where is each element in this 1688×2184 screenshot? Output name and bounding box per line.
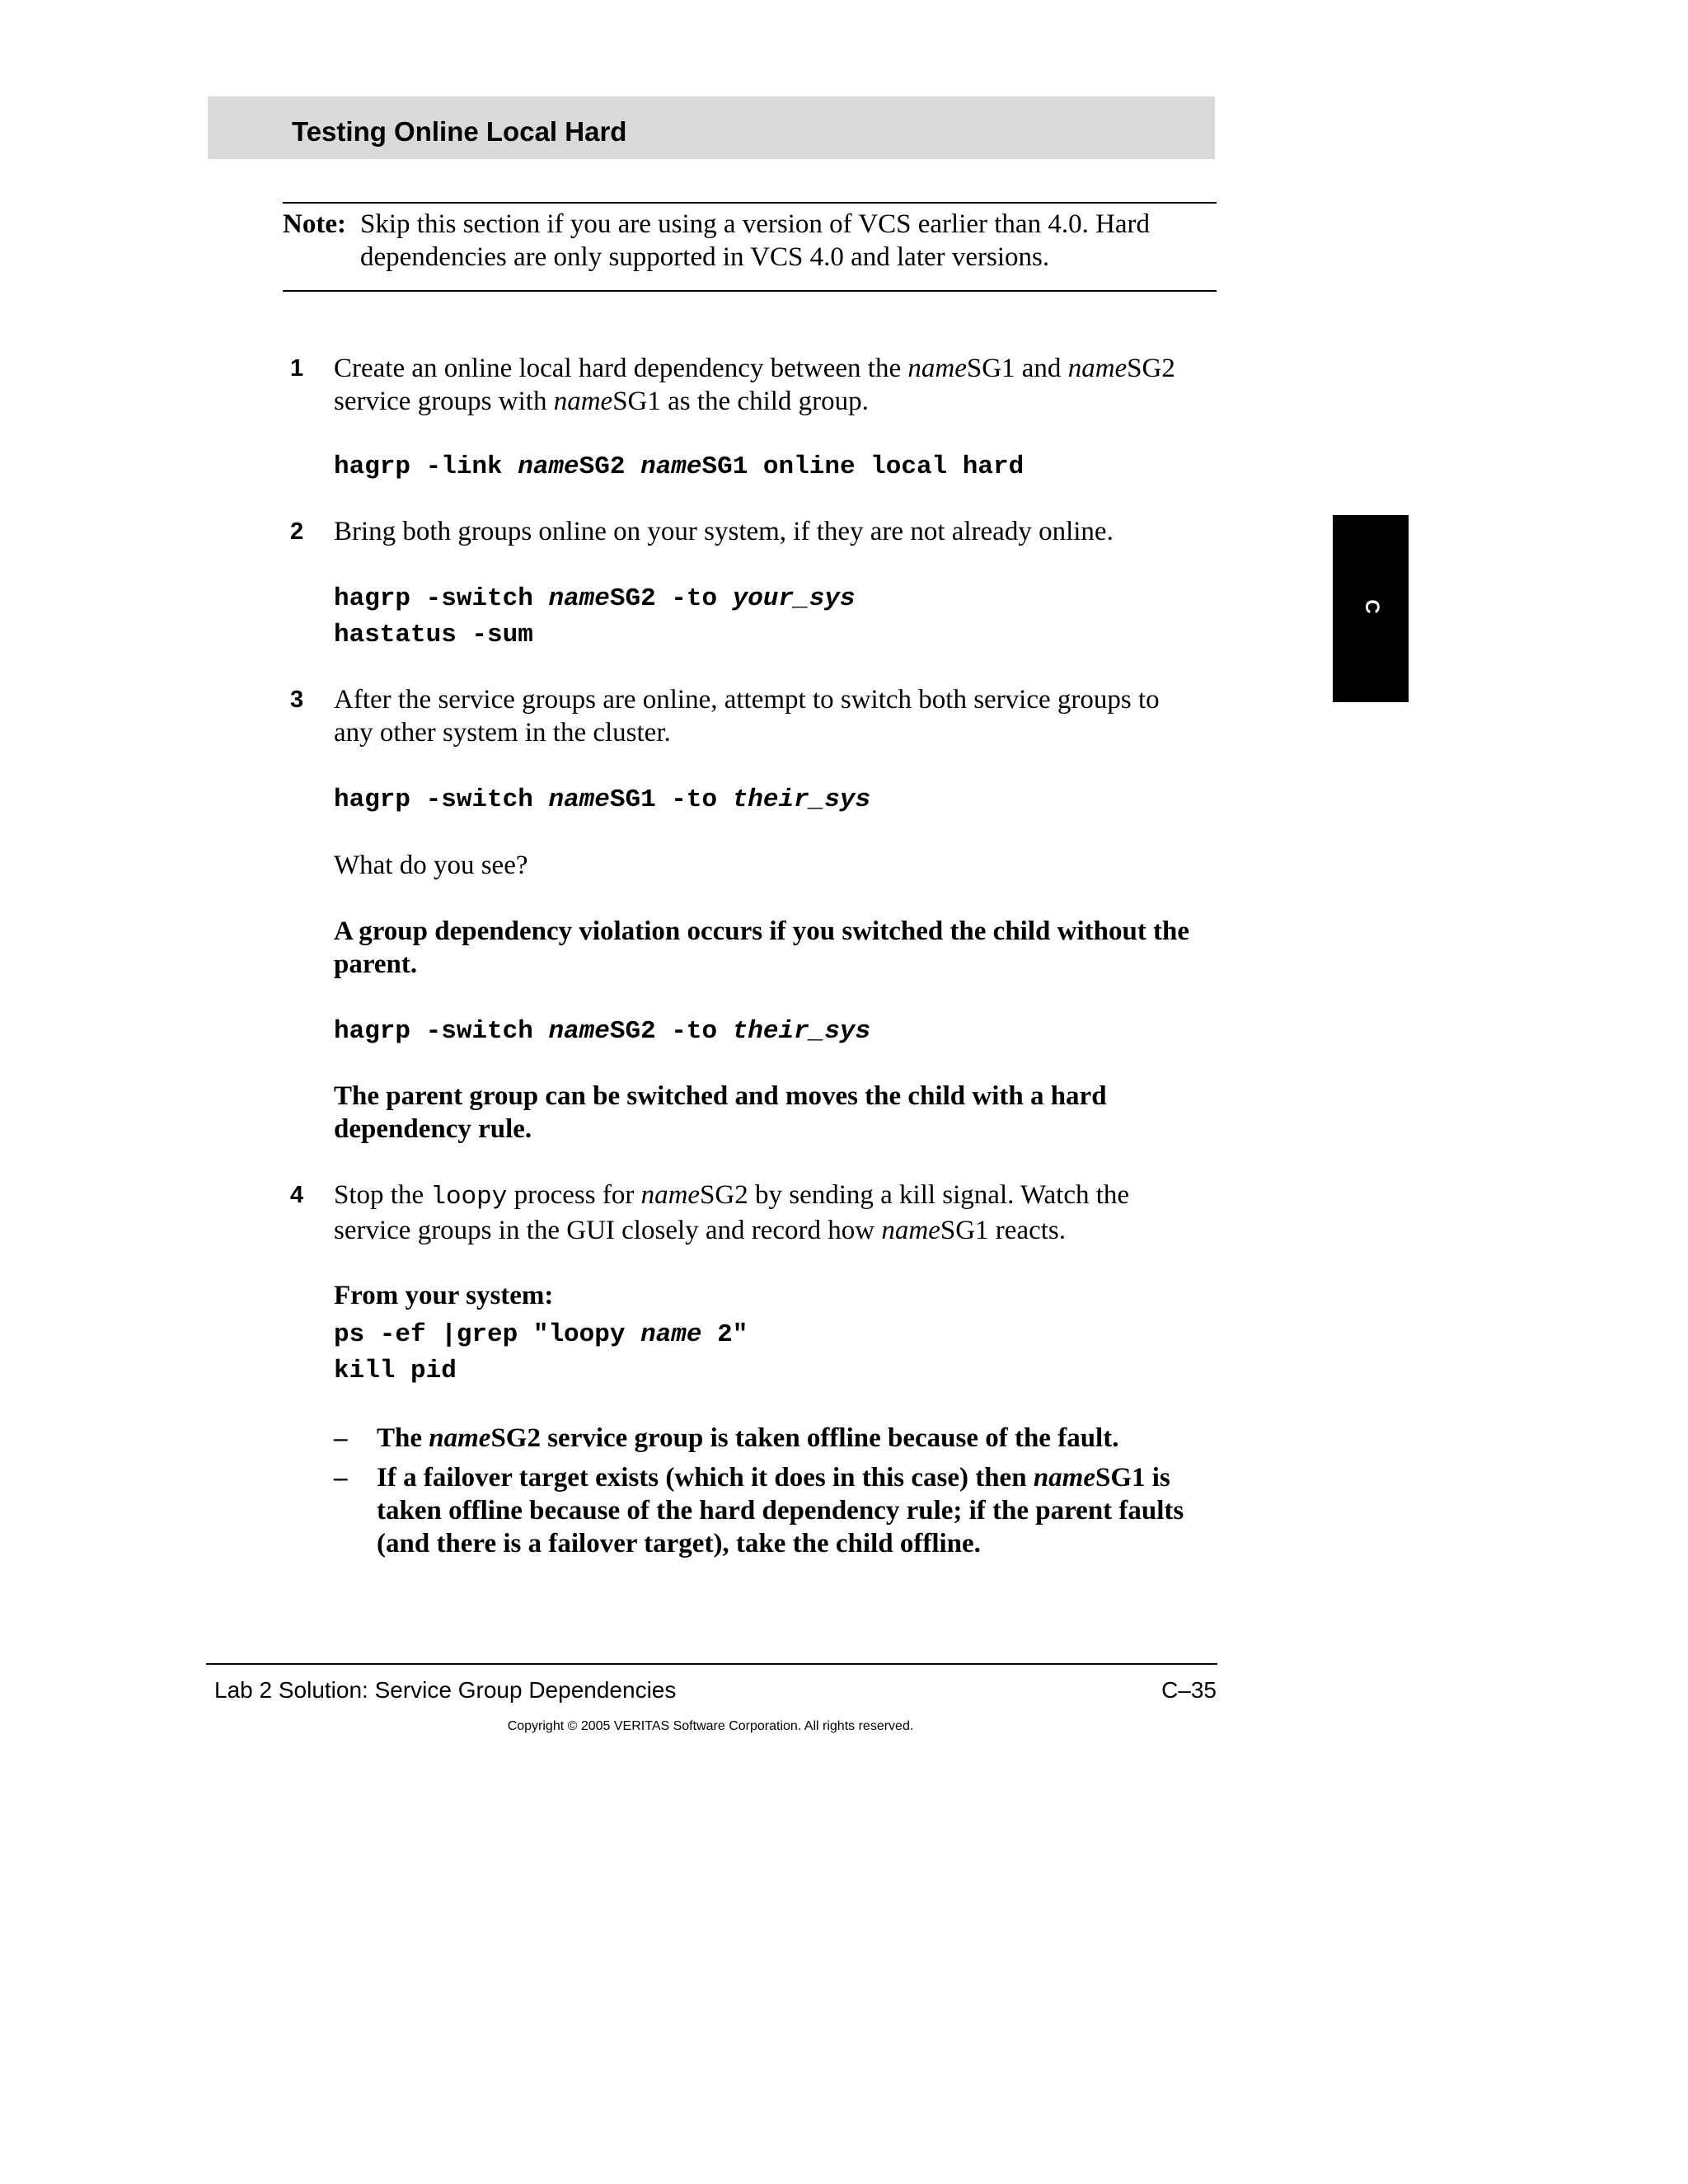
text-run: SG1 as the child group.: [612, 387, 869, 416]
inline-code: loopy: [430, 1183, 508, 1212]
code-line: [334, 617, 533, 654]
code-run: name: [518, 452, 579, 481]
note-top-rule: [283, 202, 1217, 204]
text-run: service groups with: [334, 387, 554, 416]
text-run: (and there is a failover target), take the child offline.: [377, 1529, 981, 1558]
text-run: A group dependency violation occurs if you switched the child without the: [334, 916, 1190, 946]
text-run: process for: [507, 1180, 641, 1210]
text-run: Stop the: [334, 1180, 431, 1210]
text-run: any other system in the cluster.: [334, 718, 671, 748]
footer-chapter-title: Lab 2 Solution: Service Group Dependencies: [214, 1677, 677, 1703]
text-run: SG2: [1127, 354, 1175, 383]
text-run: SG1 is: [1095, 1463, 1170, 1493]
code-line: [334, 1353, 457, 1390]
text-run: SG2 by sending a kill signal. Watch the: [700, 1180, 1130, 1210]
code-run: name: [640, 1320, 702, 1349]
text-run: Create an online local hard dependency between the: [334, 354, 908, 383]
section-title: Testing Online Local Hard: [292, 116, 627, 147]
text-run: name: [640, 1180, 701, 1210]
bullet-item: [334, 1422, 1220, 1455]
answer-text: [334, 1080, 1216, 1146]
code-line: [334, 782, 870, 818]
text-run: SG2 service group is taken offline because of the fault.: [490, 1423, 1119, 1453]
code-run: hagrp -switch: [334, 1017, 549, 1046]
code-run: name: [548, 584, 610, 613]
step-number: 2: [290, 518, 304, 545]
text-run: If a failover target exists (which it does in this case) then: [377, 1463, 1034, 1493]
note-text: Skip this section if you are using a version of VCS earlier than 4.0. Hard dependencies are only supported in VCS 4.0 and later versions.: [360, 209, 1151, 272]
step-3-text: [334, 683, 1216, 749]
step-number: 4: [290, 1182, 304, 1208]
text-run: name: [553, 387, 613, 416]
text-run: name: [881, 1216, 940, 1245]
code-run: 2": [701, 1320, 748, 1349]
code-run: hagrp -switch: [334, 584, 549, 613]
code-run: their_sys: [732, 1017, 871, 1046]
text-run: The parent group can be switched and moves the child with a hard: [334, 1081, 1107, 1111]
answer-text: [334, 915, 1216, 981]
bullet-dash: –: [334, 1463, 348, 1493]
code-run: name: [548, 785, 610, 814]
code-line: [334, 1014, 870, 1050]
code-line: [334, 581, 856, 617]
footer-rule: [206, 1663, 1217, 1665]
code-run: SG1 -to: [609, 785, 733, 814]
text-run: name: [1033, 1463, 1095, 1493]
text-run: service groups in the GUI closely and record how: [334, 1216, 882, 1245]
text-run: SG1 and: [966, 354, 1068, 383]
code-line: [334, 1317, 748, 1353]
note-label: Note:: [283, 209, 346, 239]
text-run: The: [377, 1423, 429, 1453]
text-run: parent.: [334, 949, 418, 979]
code-run: SG2: [579, 452, 641, 481]
copyright-notice: Copyright © 2005 VERITAS Software Corporation. All rights reserved.: [507, 1719, 914, 1733]
bullet-item: [334, 1461, 1220, 1560]
text-run: dependency rule.: [334, 1114, 532, 1144]
code-run: SG1 online local hard: [701, 452, 1025, 481]
code-run: hagrp -switch: [334, 785, 549, 814]
step-number: 1: [290, 355, 304, 382]
text-run: SG1 reacts.: [940, 1216, 1067, 1245]
text-run: After the service groups are online, attempt to switch both service groups to: [334, 685, 1160, 715]
code-run: your_sys: [732, 584, 856, 613]
text-run: name: [907, 354, 967, 383]
code-run: SG2 -to: [609, 1017, 733, 1046]
page-number: C–35: [1161, 1677, 1217, 1703]
bullet-text: [377, 1422, 1217, 1455]
code-run: their_sys: [732, 785, 871, 814]
code-line: [334, 449, 1024, 485]
bullet-dash: –: [334, 1423, 348, 1453]
question-text: What do you see?: [334, 851, 528, 880]
code-run: name: [640, 452, 702, 481]
step-1-text: [334, 352, 1216, 418]
step-2-text: Bring both groups online on your system, if they are not already online.: [334, 517, 1114, 546]
step-number: 3: [290, 687, 304, 713]
step-4-text: [334, 1179, 1216, 1247]
side-tab-letter: C: [1361, 599, 1383, 614]
text-run: name: [1067, 354, 1128, 383]
bullet-text: [377, 1461, 1217, 1560]
text-run: name: [429, 1423, 491, 1453]
from-label: From your system:: [334, 1281, 554, 1310]
code-run: kill pid: [334, 1357, 457, 1385]
code-run: name: [548, 1017, 610, 1046]
code-run: hagrp -link: [334, 452, 518, 481]
code-run: hastatus -sum: [334, 621, 533, 649]
note-bottom-rule: [283, 290, 1217, 292]
code-run: SG2 -to: [609, 584, 733, 613]
code-run: ps -ef |grep "loopy: [334, 1320, 641, 1349]
text-run: taken offline because of the hard dependency rule; if the parent faults: [377, 1496, 1184, 1526]
